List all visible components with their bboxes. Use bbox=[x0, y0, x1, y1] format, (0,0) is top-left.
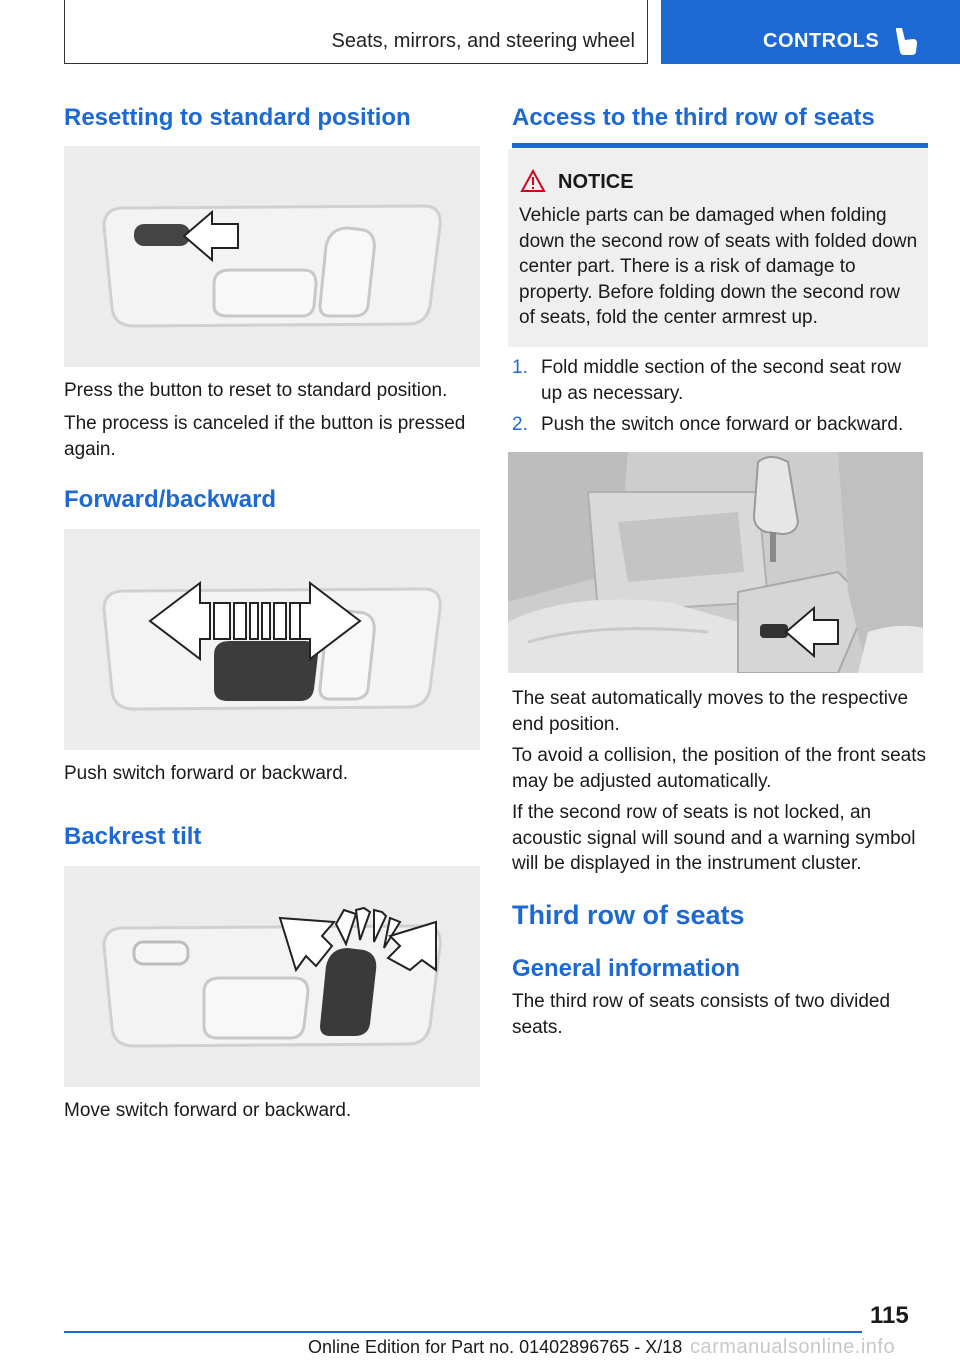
reset-paragraph-2: The process is canceled if the button is pressed again. bbox=[64, 413, 466, 460]
forward-paragraph-1: Push switch forward or backward. bbox=[64, 763, 349, 784]
figure-forward-backward bbox=[64, 529, 480, 750]
footer-divider bbox=[64, 1331, 862, 1333]
access-paragraph-3: If the second row of seats is not locked, an acoustic signal will sound and a warning symbol will be displayed in the instrument cluster. bbox=[512, 802, 916, 874]
header-section-box bbox=[64, 0, 648, 64]
reset-paragraph-1: Press the button to reset to standard position. bbox=[64, 380, 448, 401]
heading-forward-backward: Forward/backward bbox=[64, 486, 277, 513]
heading-general-information: General information bbox=[512, 955, 741, 982]
figure-reset-button bbox=[64, 146, 480, 367]
footer-watermark: carmanualsonline.info bbox=[690, 1336, 896, 1358]
pointing-hand-icon bbox=[893, 26, 919, 56]
figure-backrest-tilt bbox=[64, 866, 480, 1087]
list-item bbox=[512, 412, 928, 438]
list-item-text: Push the switch once forward or backward. bbox=[541, 414, 904, 435]
access-paragraph-2: To avoid a collision, the position of the front seats may be adjusted automatically. bbox=[512, 745, 927, 792]
warning-triangle-icon bbox=[520, 169, 546, 193]
footer-edition: Online Edition for Part no. 01402896765 - X/18 bbox=[308, 1337, 683, 1357]
third-row-paragraph-1: The third row of seats consists of two divided seats. bbox=[512, 991, 891, 1038]
notice-accent-bar bbox=[512, 143, 928, 148]
notice-text: Vehicle parts can be damaged when folding down the second row of seats with folded down center part. There is a risk of damage to property. Before folding down the second row of seats, fold the center armrest up. bbox=[519, 205, 918, 328]
header-tab-label: CONTROLS bbox=[763, 30, 880, 52]
header-controls-tab[interactable] bbox=[661, 0, 960, 64]
notice-box bbox=[508, 149, 928, 347]
list-item bbox=[512, 355, 928, 407]
heading-resetting: Resetting to standard position bbox=[64, 104, 411, 131]
list-item-number: 2. bbox=[512, 414, 528, 435]
list-item-number: 1. bbox=[512, 357, 528, 378]
backrest-paragraph-1: Move switch forward or backward. bbox=[64, 1100, 352, 1121]
heading-backrest-tilt: Backrest tilt bbox=[64, 823, 202, 850]
heading-access-third-row: Access to the third row of seats bbox=[512, 104, 875, 131]
heading-third-row: Third row of seats bbox=[512, 900, 745, 930]
notice-title: NOTICE bbox=[558, 171, 634, 193]
figure-second-row-switch bbox=[508, 452, 923, 673]
list-item-text: Fold middle section of the second seat row up as necessary. bbox=[541, 357, 902, 404]
access-paragraph-1: The seat automatically moves to the respective end position. bbox=[512, 688, 909, 735]
page-number: 115 bbox=[870, 1302, 909, 1329]
header-section-title: Seats, mirrors, and steering wheel bbox=[331, 30, 635, 52]
